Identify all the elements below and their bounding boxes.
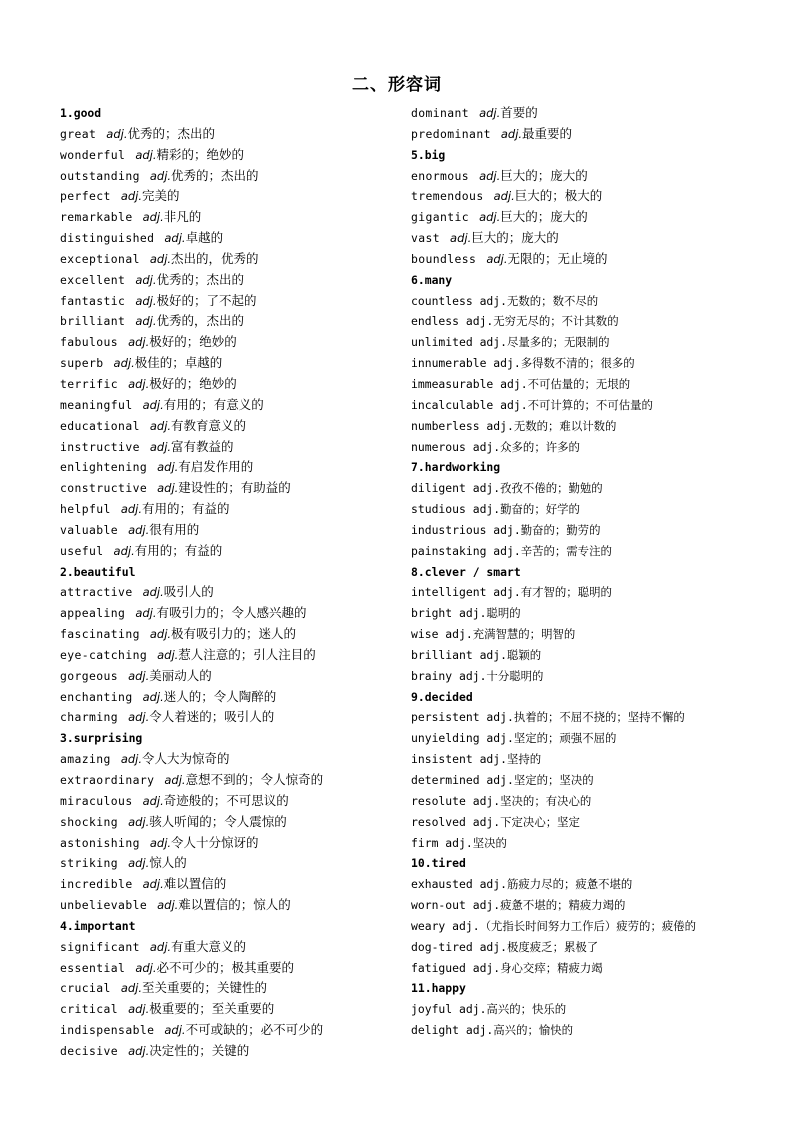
entry-meaning: 意想不到的；令人惊奇的 [185,772,324,787]
vocab-entry: incalculable adj.不可计算的；不可估量的 [411,397,653,412]
entry-word: educational [60,418,140,433]
entry-pos: adj. [149,627,172,642]
entry-word: boundless [411,251,477,266]
entry-pos: adj. [149,418,172,433]
entry-meaning: 巨大的；庞大的 [500,209,588,225]
entry-pos: adj. [120,189,143,204]
entry-word: eye-catching [60,647,148,662]
entry-meaning: 有重大意义的 [171,938,247,954]
entry-meaning: 有启发作用的 [178,459,254,475]
vocab-entry [60,999,395,1020]
vocab-entry [411,249,741,270]
vocab-entry [60,457,395,478]
entry-meaning: 惊人的 [149,855,187,871]
entry-word: attractive [60,585,133,600]
vocab-entry [411,228,741,249]
vocab-entry [60,311,395,332]
vocab-entry: diligent adj.孜孜不倦的；勤勉的 [411,481,603,496]
right-column [411,103,741,1041]
section-heading: 2.beautiful [60,564,136,579]
section-heading: 11.happy [411,981,466,996]
vocab-entry: unlimited adj.尽量多的；无限制的 [411,335,610,350]
vocab-entry: industrious adj.勤奋的；勤劳的 [411,522,601,537]
entry-word: constructive [60,481,148,496]
vocab-entry [60,645,395,666]
vocab-entry [411,124,741,145]
entry-meaning: 优秀的，杰出的 [156,313,245,329]
vocab-entry [60,853,395,874]
entry-meaning: 无限的；无止境的 [507,250,608,266]
vocab-entry [60,603,395,624]
entry-word: useful [60,543,104,558]
vocab-entry [60,270,395,291]
entry-meaning: 吸引人的 [163,584,214,600]
entry-meaning: 极重要的；至关重要的 [149,1001,275,1017]
entry-pos: adj. [120,502,143,517]
vocab-entry [60,833,395,854]
entry-pos: adj. [142,793,164,808]
section-heading: 1.good [60,106,102,120]
vocab-entry [60,666,395,687]
entry-pos: adj. [128,856,150,871]
vocab-entry [60,249,395,270]
entry-pos: adj. [135,960,157,975]
left-column [60,103,395,1062]
entry-pos: adj. [142,397,164,412]
entry-meaning: 极好的；了不起的 [156,292,257,308]
entry-pos: adj. [479,168,501,183]
vocab-entry [60,374,395,395]
entry-word: tremendous [411,189,484,204]
vocab-entry [60,978,395,999]
entry-pos: adj. [164,231,186,246]
section-heading: 8.clever / smart [411,564,521,579]
vocab-entry [60,520,395,541]
vocab-entry: joyful adj.高兴的；快乐的 [411,1002,567,1017]
vocab-entry: fatigued adj.身心交瘁；精疲力竭 [411,960,603,975]
entry-pos: adj. [493,189,515,204]
vocab-entry [60,582,395,603]
vocab-entry [60,166,395,187]
entry-pos: adj. [128,710,150,725]
vocab-entry: persistent adj.执着的；不屈不挠的；坚持不懈的 [411,710,685,725]
entry-word: decisive [60,1043,119,1058]
entry-meaning: 完美的 [142,188,180,204]
entry-pos: adj. [479,106,501,120]
entry-meaning: 极好的；绝妙的 [149,375,237,391]
entry-word: excellent [60,272,126,287]
entry-pos: adj. [164,773,186,787]
entry-word: valuable [60,522,119,537]
entry-pos: adj. [142,877,164,892]
entry-meaning: 有用的；有益的 [134,542,223,558]
entry-pos: adj. [135,314,157,329]
entry-pos: adj. [128,814,150,829]
section-heading: 10.tired [411,856,466,871]
entry-word: extraordinary [60,773,155,787]
entry-word: appealing [60,606,126,621]
vocab-entry [60,895,395,916]
entry-word: significant [60,939,140,954]
vocab-entry: numerous adj.众多的；许多的 [411,439,580,454]
entry-pos: adj. [128,1043,150,1058]
vocab-entry: brilliant adj.聪颖的 [411,647,542,662]
entry-word: indispensable [60,1023,155,1038]
entry-pos: adj. [142,210,164,225]
entry-word: critical [60,1002,119,1017]
vocab-entry: painstaking adj.辛苦的；需专注的 [411,543,612,558]
entry-pos: adj. [106,126,128,141]
entry-word: wonderful [60,147,126,162]
vocab-entry: immeasurable adj.不可估量的；无垠的 [411,376,631,391]
section-heading: 9.decided [411,689,473,704]
vocab-entry: resolved adj.下定决心；坚定 [411,814,580,829]
entry-word: enormous [411,168,470,183]
entry-pos: adj. [157,898,179,913]
vocab-entry: exhausted adj.筋疲力尽的；疲惫不堪的 [411,877,633,892]
entry-word: superb [60,356,104,371]
vocab-entry: weary adj.（尤指长时间努力工作后）疲劳的；疲倦的 [411,918,697,933]
entry-pos: adj. [157,460,179,475]
entry-meaning: 难以置信的 [163,876,227,892]
vocab-entry: innumerable adj.多得数不清的；很多的 [411,356,635,371]
vocab-entry [60,499,395,520]
entry-meaning: 卓越的 [185,230,224,246]
vocab-entry [60,416,395,437]
entry-word: miraculous [60,793,133,808]
vocab-entry: resolute adj.坚决的；有决心的 [411,793,592,808]
entry-pos: adj. [135,147,157,162]
vocab-entry: numberless adj.无数的；难以计数的 [411,418,617,433]
entry-word: vast [411,231,441,246]
entry-word: essential [60,960,126,975]
entry-word: crucial [60,981,111,996]
entry-pos: adj. [149,939,172,954]
entry-meaning: 奇迹般的；不可思议的 [163,792,289,808]
section-heading: 6.many [411,272,453,287]
entry-meaning: 骇人听闻的；令人震惊的 [149,813,287,829]
vocab-entry [60,874,395,895]
entry-meaning: 杰出的，优秀的 [171,250,259,266]
entry-word: outstanding [60,168,140,183]
vocab-entry [60,749,395,770]
entry-word: incredible [60,877,133,892]
vocab-entry [60,1020,395,1041]
vocab-entry: bright adj.聪明的 [411,606,521,621]
entry-meaning: 有用的；有益的 [142,501,230,517]
entry-pos: adj. [149,835,172,850]
page-title: 二、形容词 [352,75,442,95]
entry-word: exceptional [60,251,140,266]
entry-meaning: 惹人注意的；引人注目的 [178,646,316,662]
entry-meaning: 必不可少的；极其重要的 [156,959,295,975]
section-heading: 4.important [60,918,136,933]
entry-word: amazing [60,752,111,767]
entry-meaning: 令人大为惊奇的 [142,751,230,767]
vocab-entry: determined adj.坚定的；坚决的 [411,773,594,787]
entry-pos: adj. [135,293,157,308]
entry-pos: adj. [128,522,150,537]
entry-word: great [60,126,97,141]
vocab-entry [60,958,395,979]
entry-pos: adj. [120,981,143,996]
vocab-entry [60,124,395,145]
vocab-entry [60,207,395,228]
entry-meaning: 有教育意义的 [171,417,247,433]
vocab-entry [60,937,395,958]
vocab-entry: worn-out adj.疲惫不堪的；精疲力竭的 [411,898,626,913]
entry-meaning: 优秀的；杰出的 [127,125,216,141]
entry-word: fabulous [60,335,119,350]
vocab-entry [411,166,741,187]
entry-meaning: 决定性的；关键的 [149,1042,250,1058]
entry-word: remarkable [60,210,133,225]
vocab-entry [60,437,395,458]
entry-word: shocking [60,814,119,829]
vocab-entry: wise adj.充满智慧的；明智的 [411,627,576,642]
vocab-entry [60,707,395,728]
vocab-entry [60,687,395,708]
vocab-entry [60,624,395,645]
entry-word: distinguished [60,231,155,246]
entry-pos: adj. [128,1002,150,1017]
entry-meaning: 巨大的；极大的 [514,188,603,204]
entry-meaning: 最重要的 [522,125,573,141]
vocab-entry [60,228,395,249]
section-heading: 5.big [411,147,446,162]
entry-word: fantastic [60,293,126,308]
vocab-entry [60,332,395,353]
entry-meaning: 难以置信的；惊人的 [178,897,291,913]
entry-meaning: 不可或缺的；必不可少的 [185,1022,324,1038]
entry-pos: adj. [120,752,143,767]
entry-word: dominant [411,106,470,120]
vocab-entry [60,291,395,312]
entry-pos: adj. [149,251,172,266]
entry-pos: adj. [128,668,150,683]
entry-word: astonishing [60,835,140,850]
vocab-entry [60,812,395,833]
entry-meaning: 至关重要的；关键性的 [142,980,268,996]
vocab-entry: brainy adj.十分聪明的 [411,668,544,683]
vocab-entry [60,186,395,207]
entry-pos: adj. [500,126,523,141]
entry-meaning: 极有吸引力的；迷人的 [171,626,297,642]
vocab-entry: insistent adj.坚持的 [411,752,542,767]
entry-meaning: 巨大的；庞大的 [471,230,559,246]
entry-meaning: 巨大的；庞大的 [500,167,588,183]
entry-pos: adj. [157,481,179,496]
section-heading: 3.surprising [60,731,143,746]
entry-pos: adj. [135,606,157,621]
vocab-entry [60,1041,395,1062]
entry-meaning: 优秀的；杰出的 [156,271,245,287]
vocab-entry [60,541,395,562]
vocab-entry [411,186,741,207]
entry-pos: adj. [128,335,150,350]
entry-pos: adj. [450,231,472,246]
entry-word: enlightening [60,460,148,475]
entry-pos: adj. [157,647,179,662]
entry-meaning: 令人十分惊讶的 [171,834,259,850]
vocab-entry: endless adj.无穷无尽的；不计其数的 [411,314,619,329]
entry-pos: adj. [135,272,157,287]
entry-meaning: 美丽动人的 [149,667,212,683]
vocab-entry: intelligent adj.有才智的；聪明的 [411,585,612,600]
entry-word: gigantic [411,210,470,225]
entry-meaning: 极好的；绝妙的 [149,334,237,350]
vocab-entry [60,770,395,791]
entry-word: gorgeous [60,668,119,683]
entry-pos: adj. [128,376,150,391]
vocab-entry [411,207,741,228]
entry-pos: adj. [113,356,135,371]
entry-meaning: 令人着迷的；吸引人的 [149,709,275,725]
entry-meaning: 极佳的；卓越的 [134,355,223,371]
entry-meaning: 迷人的；令人陶醉的 [163,688,277,704]
vocab-entry [60,478,395,499]
entry-meaning: 有用的；有意义的 [163,396,264,412]
vocab-entry [60,791,395,812]
entry-pos: adj. [486,251,508,266]
entry-meaning: 富有教益的 [171,438,234,454]
entry-meaning: 很有用的 [149,521,200,537]
vocab-entry [60,395,395,416]
entry-word: helpful [60,502,111,517]
entry-pos: adj. [142,689,164,704]
vocab-entry: delight adj.高兴的；愉快的 [411,1023,574,1038]
entry-word: charming [60,710,119,725]
entry-pos: adj. [142,585,164,600]
entry-meaning: 精彩的；绝妙的 [156,146,245,162]
entry-word: brilliant [60,314,126,329]
vocab-entry: unyielding adj.坚定的；顽强不屈的 [411,731,617,746]
entry-meaning: 建设性的；有助益的 [178,480,291,496]
entry-word: striking [60,856,119,871]
vocab-entry: studious adj.勤奋的；好学的 [411,502,580,517]
entry-word: unbelievable [60,898,148,913]
vocab-entry [60,145,395,166]
vocab-entry: firm adj.坚决的 [411,835,507,850]
entry-meaning: 有吸引力的；令人感兴趣的 [156,605,307,621]
entry-word: perfect [60,189,111,204]
entry-word: predominant [411,126,491,141]
entry-meaning: 非凡的 [163,209,202,225]
entry-word: terrific [60,376,119,391]
vocab-entry: countless adj.无数的；数不尽的 [411,293,599,308]
entry-word: enchanting [60,689,133,704]
entry-word: fascinating [60,627,140,642]
entry-pos: adj. [113,543,135,558]
entry-word: meaningful [60,397,133,412]
section-heading: 7.hardworking [411,460,501,475]
entry-pos: adj. [479,210,501,225]
entry-pos: adj. [149,168,172,183]
entry-meaning: 优秀的；杰出的 [171,167,259,183]
entry-pos: adj. [149,439,172,454]
entry-meaning: 首要的 [500,105,538,120]
vocab-entry: dog-tired adj.极度疲乏；累极了 [411,939,599,954]
vocab-entry [411,103,741,124]
entry-pos: adj. [164,1023,186,1038]
entry-word: instructive [60,439,140,454]
vocab-entry [60,353,395,374]
